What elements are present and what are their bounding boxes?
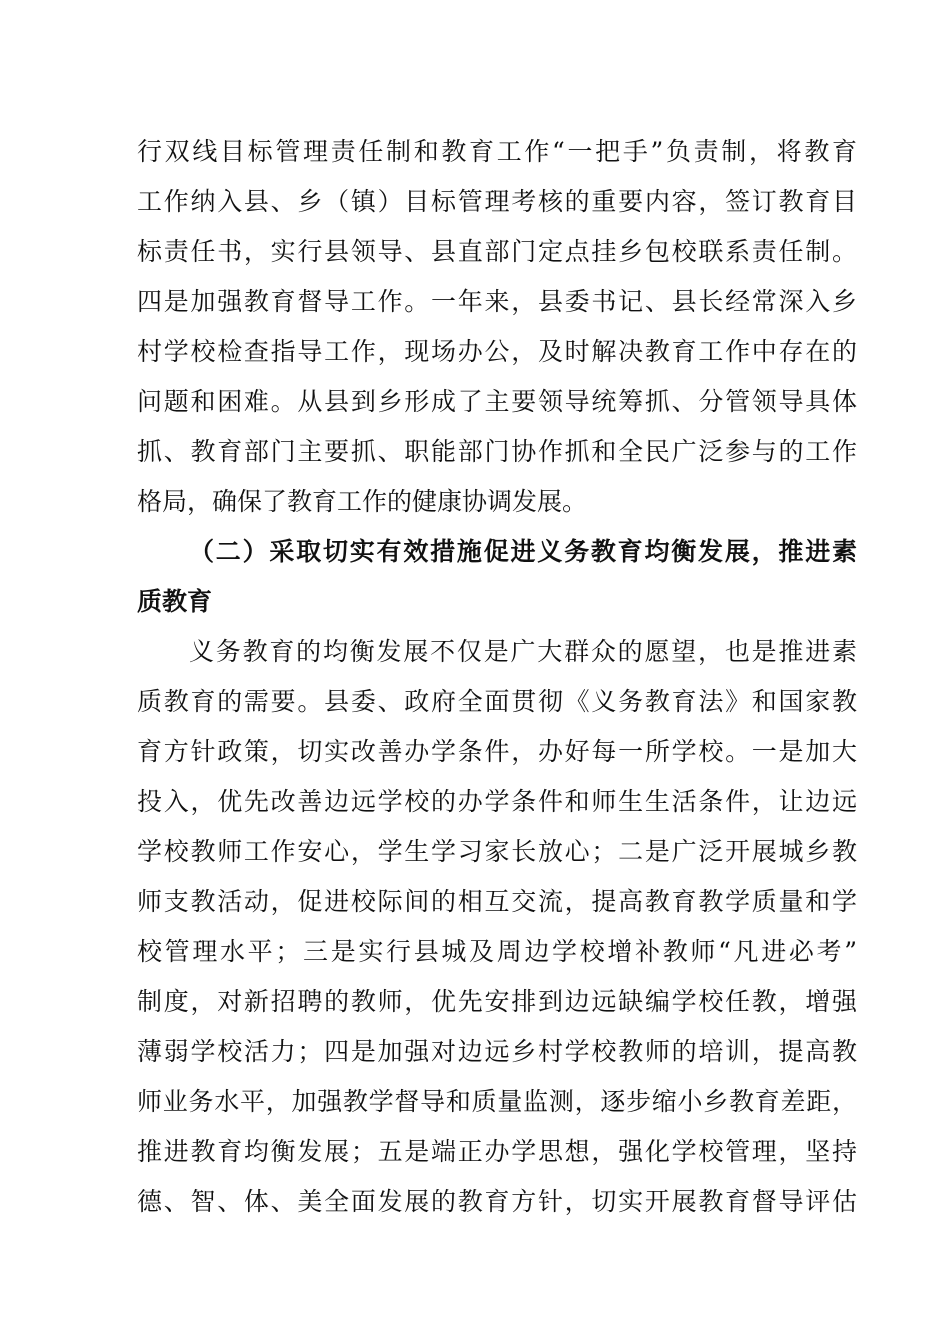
body-text-line: 行双线目标管理责任制和教育工作“一把手”负责制，将教育 <box>137 137 857 166</box>
body-text-line: 质教育的需要。县委、政府全面贯彻《义务教育法》和国家教 <box>137 687 857 716</box>
body-text-line: 师支教活动，促进校际间的相互交流，提高教育教学质量和学 <box>137 887 857 916</box>
body-text-line: 校管理水平；三是实行县城及周边学校增补教师“凡进必考” <box>137 937 857 966</box>
body-text-line: 推进教育均衡发展；五是端正办学思想，强化学校管理，坚持 <box>137 1137 857 1166</box>
body-text-line: 制度，对新招聘的教师，优先安排到边远缺编学校任教，增强 <box>137 987 857 1016</box>
body-text-line: 学校教师工作安心，学生学习家长放心；二是广泛开展城乡教 <box>137 837 857 866</box>
body-text-line: 标责任书，实行县领导、县直部门定点挂乡包校联系责任制。 <box>137 237 857 266</box>
body-text-line: 师业务水平，加强教学督导和质量监测，逐步缩小乡教育差距， <box>137 1087 857 1116</box>
body-text-line: 薄弱学校活力；四是加强对边远乡村学校教师的培训，提高教 <box>137 1037 857 1066</box>
section-heading-line: （二）采取切实有效措施促进义务教育均衡发展，推进素 <box>189 537 857 566</box>
body-text-line: 义务教育的均衡发展不仅是广大群众的愿望，也是推进素 <box>189 637 857 666</box>
body-text-line: 问题和困难。从县到乡形成了主要领导统筹抓、分管领导具体 <box>137 387 857 416</box>
body-text-line: 投入，优先改善边远学校的办学条件和师生生活条件，让边远 <box>137 787 857 816</box>
body-text-line: 德、智、体、美全面发展的教育方针，切实开展教育督导评估 <box>137 1187 857 1216</box>
body-text-line: 格局，确保了教育工作的健康协调发展。 <box>137 487 588 516</box>
body-text-line: 育方针政策，切实改善办学条件，办好每一所学校。一是加大 <box>137 737 857 766</box>
body-text-line: 抓、教育部门主要抓、职能部门协作抓和全民广泛参与的工作 <box>137 437 857 466</box>
body-text-line: 村学校检查指导工作，现场办公，及时解决教育工作中存在的 <box>137 337 857 366</box>
section-heading-line: 质教育 <box>137 587 213 616</box>
body-text-line: 工作纳入县、乡（镇）目标管理考核的重要内容，签订教育目 <box>137 187 857 216</box>
body-text-line: 四是加强教育督导工作。一年来，县委书记、县长经常深入乡 <box>137 287 857 316</box>
